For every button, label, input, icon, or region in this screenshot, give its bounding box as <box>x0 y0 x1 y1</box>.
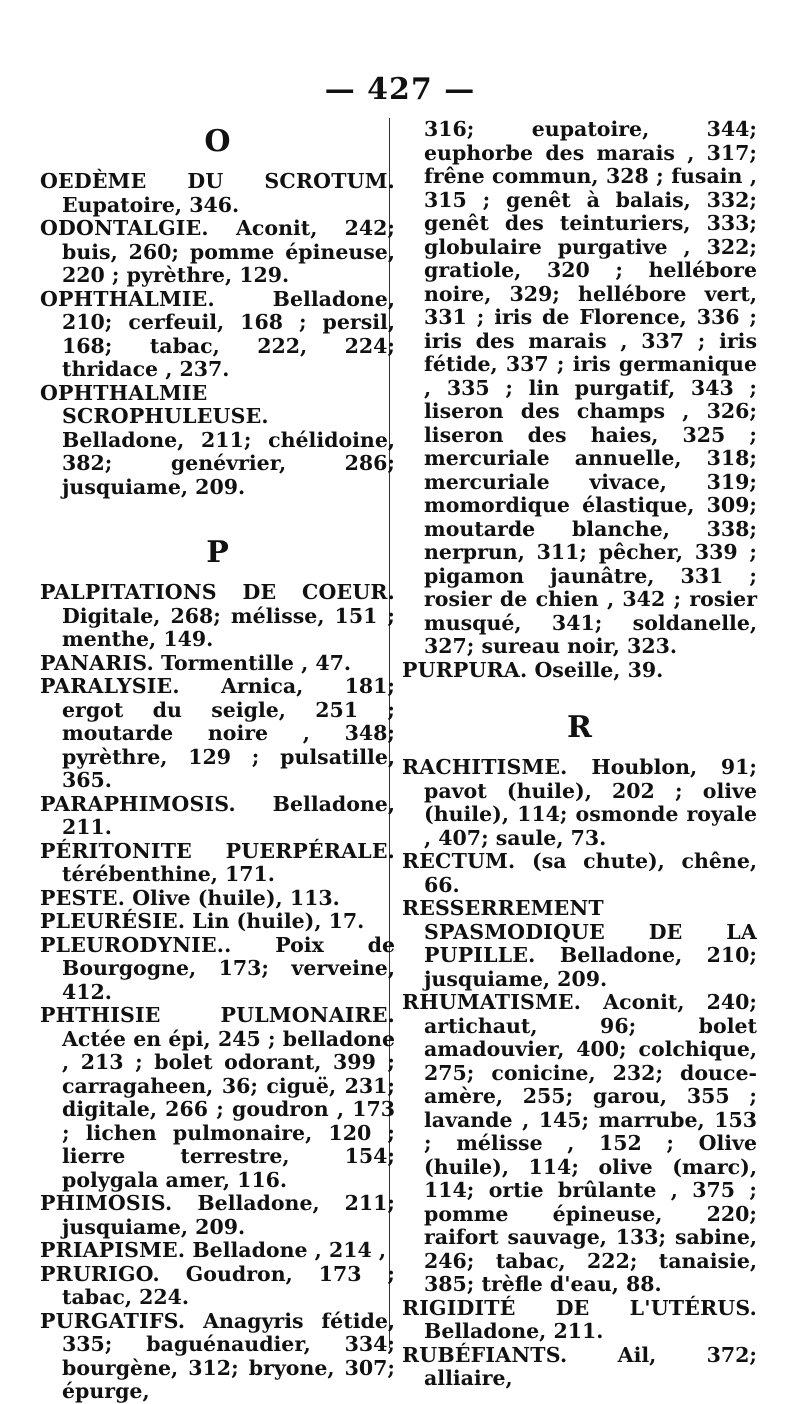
entry-text: Actée en épi, 245 ; belladone , 213 ; bolet odorant, 399 ; carragaheen, 36; ciguë, 231; digitale, 266 ; goudron , 173 ; lichen pulmonaire, 120 ; lierre terrestre, 154; polygala amer, 116. <box>62 1026 395 1192</box>
entry-heading: OPHTHALMIE. <box>40 286 215 311</box>
index-entry <box>40 1004 395 1192</box>
entry-heading: PRIAPISME. <box>40 1238 186 1262</box>
left-column <box>40 118 395 1404</box>
entry-heading: PLEURODYNIE.. <box>40 932 232 957</box>
index-entry <box>40 1263 395 1310</box>
index-entry <box>40 581 395 652</box>
entry-heading: PESTE. <box>40 885 126 910</box>
entry-heading: PURPURA. <box>402 657 528 682</box>
entry-text: Aconit, 242; buis, 260; pomme épineuse, 220 ; pyrèthre, 129. <box>62 216 395 287</box>
index-entry <box>402 756 757 850</box>
entry-heading: RHUMATISME. <box>402 990 582 1014</box>
entry-text: Olive (huile), 113. <box>125 885 340 910</box>
index-entry <box>40 217 395 288</box>
entry-heading: RESSERREMENT SPASMODIQUE DE LA PUPILLE. <box>402 896 757 967</box>
entry-text: Ail, 372; alliaire, <box>424 1342 757 1390</box>
index-entry <box>402 991 757 1297</box>
right-column <box>402 118 757 1391</box>
entry-heading: PHIMOSIS. <box>40 1191 173 1215</box>
index-entry <box>40 675 395 793</box>
entry-text: Lin (huile), 17. <box>185 909 365 933</box>
entry-text: Belladone , 214 , <box>185 1238 387 1262</box>
entry-heading: PALPITATIONS DE COEUR. <box>40 580 395 604</box>
index-entry <box>40 934 395 1005</box>
entry-text: Aconit, 240; artichaut, 96; bolet amadouvier, 400; colchique, 275; conicine, 232; douce-amère, 255; garou, 355 ; lavande , 145; marrube, 153 ; mélisse , 152 ; Olive (huile), 114; olive (marc), 114; ortie brûlante , 375 ; pomme épineuse, 220; raifort sauvage, 133; sabine, 246; tabac, 222; tanaisie, 385; trèfle d'eau, 88. <box>424 990 757 1296</box>
continued-entry-text: 316; eupatoire, 344; euphorbe des marais , 317; frêne commun, 328 ; fusain , 315 ; genêt à balais, 332; genêt des teinturiers, 333; globulaire purgative , 322; gratiole, 320 ; hellébore noire, 329; hellébore vert, 331 ; iris de Florence, 336 ; iris des marais , 337 ; iris fétide, 337 ; iris germanique , 335 ; lin purgatif, 343 ; liseron des champs , 326; liseron des haies, 325 ; mercuriale annuelle, 318; mercuriale vivace, 319; momordique élastique, 309; moutarde blanche, 338; nerprun, 311; pêcher, 339 ; pigamon jaunâtre, 331 ; rosier de chien , 342 ; rosier musqué, 341; soldanelle, 327; sureau noir, 323. <box>424 117 757 658</box>
index-entry <box>402 659 757 683</box>
entry-heading: PARAPHIMOSIS. <box>40 791 236 816</box>
index-entry <box>40 887 395 911</box>
entry-heading: OPHTHALMIE SCROPHULEUSE. <box>40 380 269 428</box>
entry-text: Digitale, 268; mélisse, 151 ; menthe, 149. <box>62 603 395 651</box>
index-entry <box>40 910 395 934</box>
entry-heading: PÉRITONITE PUERPÉRALE. <box>40 838 395 863</box>
entry-heading: RECTUM. <box>402 849 516 873</box>
entry-heading: OEDÈME DU SCROTUM. <box>40 169 395 193</box>
index-entry <box>40 793 395 840</box>
entry-heading: RUBÉFIANTS. <box>402 1342 568 1367</box>
entry-text: Oseille, 39. <box>527 657 664 682</box>
entry-heading: PARALYSIE. <box>40 674 180 698</box>
index-entry <box>40 170 395 217</box>
entry-text: Belladone, 211; chélidoine, 382; genévrier, 286; jusquiame, 209. <box>62 427 395 499</box>
entry-text: Eupatoire, 346. <box>62 192 240 217</box>
entry-text: (sa chute), chêne, 66. <box>424 849 757 897</box>
entry-heading: PANARIS. <box>40 650 154 675</box>
section-letter-p: P <box>206 535 229 570</box>
entry-text: Belladone, 210; cerfeuil, 168 ; persil, 168; tabac, 222, 224; thridace , 237. <box>62 286 395 381</box>
entry-text: Belladone, 211. <box>62 791 395 839</box>
index-entry <box>40 652 395 676</box>
section-letter-r: R <box>567 710 592 745</box>
entry-heading: RIGIDITÉ DE L'UTÉRUS. <box>402 1295 757 1320</box>
entry-heading: PURGATIFS. <box>40 1308 186 1333</box>
entry-heading: PRURIGO. <box>40 1261 160 1286</box>
index-entry <box>40 1192 395 1239</box>
entry-text: Goudron, 173 ; tabac, 224. <box>62 1261 395 1309</box>
entry-text: Anagyris fétide, 335; baguénaudier, 334; bourgène, 312; bryone, 307; épurge, <box>62 1308 395 1403</box>
entry-text: Belladone, 211. <box>424 1319 604 1343</box>
entry-text: térébenthine, 171. <box>62 862 275 886</box>
entry-heading: RACHITISME. <box>402 755 568 779</box>
index-entry <box>402 897 757 991</box>
entry-heading: PLEURÉSIE. <box>40 909 186 933</box>
index-entry <box>40 840 395 887</box>
page-number: — 427 — <box>324 72 476 107</box>
entry-heading: ODONTALGIE. <box>40 216 209 240</box>
entry-text: Belladone, 211; jusquiame, 209. <box>62 1191 395 1239</box>
index-entry <box>40 382 395 500</box>
entry-text: Poix de Bourgogne, 173; verveine, 412. <box>62 932 395 1004</box>
section-letter-o: O <box>204 124 231 159</box>
entry-text: Houblon, 91; pavot (huile), 202 ; olive (huile), 114; osmonde royale , 407; saule, 73. <box>424 755 757 850</box>
entry-heading: PHTHISIE PULMONAIRE. <box>40 1003 395 1027</box>
index-entry <box>40 288 395 382</box>
index-entry <box>402 1297 757 1344</box>
entry-text: Belladone, 210; jusquiame, 209. <box>424 943 757 991</box>
index-entry <box>402 850 757 897</box>
entry-text: Arnica, 181; ergot du seigle, 251 ; moutarde noire , 348; pyrèthre, 129 ; pulsatille, 365. <box>62 674 395 792</box>
entry-text: Tormentille , 47. <box>153 650 352 675</box>
index-entry <box>402 1344 757 1391</box>
index-entry <box>40 1239 395 1263</box>
